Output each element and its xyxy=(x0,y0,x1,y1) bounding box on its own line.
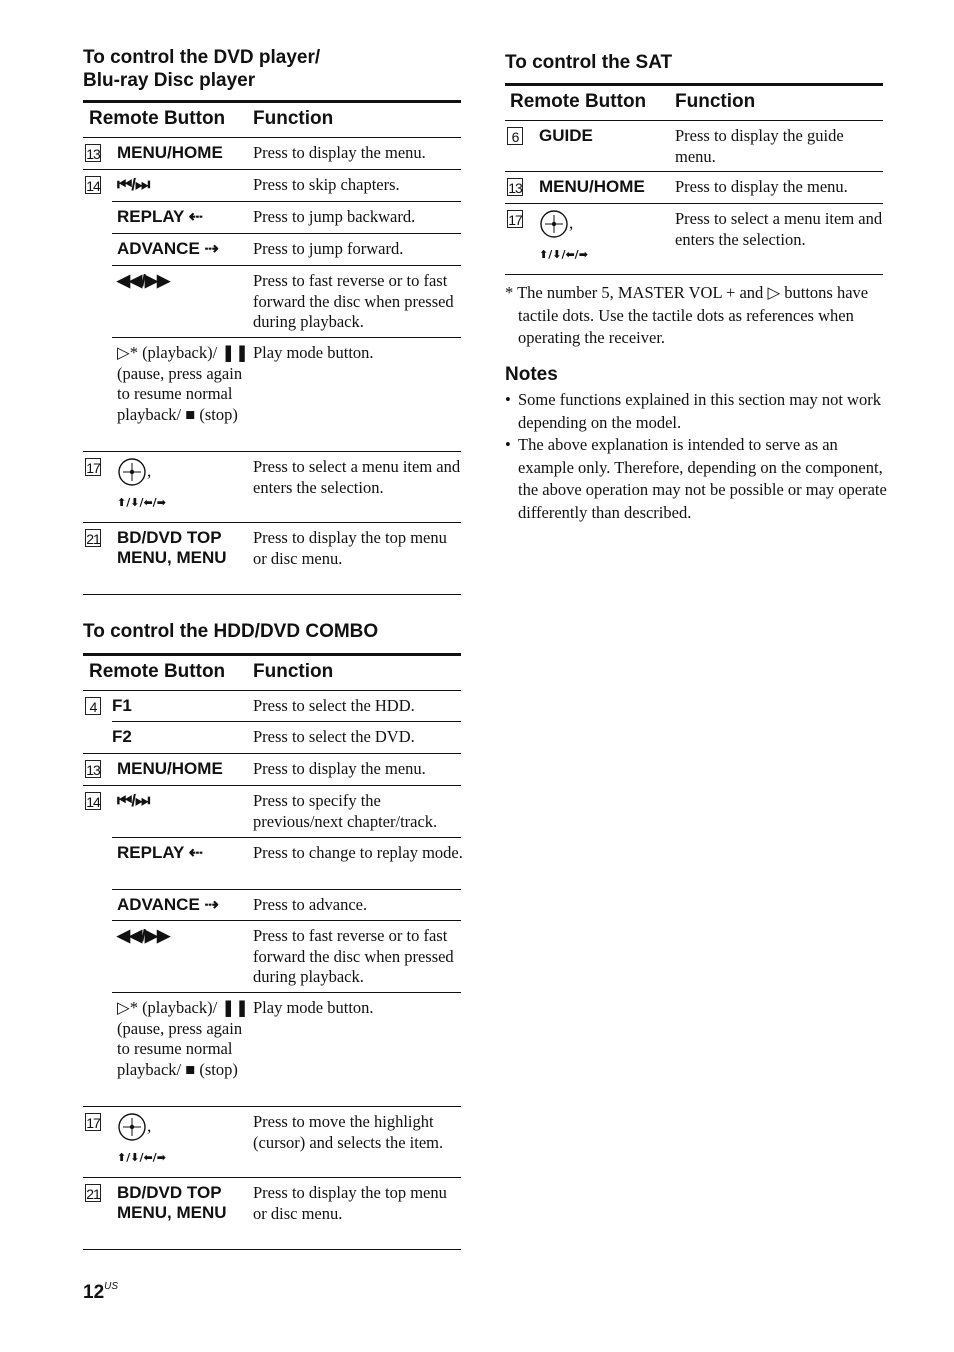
col-header-function: Function xyxy=(253,661,334,682)
col-header-button: Remote Button xyxy=(89,661,226,682)
fast-forward-reverse-icon: ◀◀/▶▶ xyxy=(117,271,170,290)
table-row xyxy=(83,754,461,786)
play-icon: ▷ xyxy=(767,283,781,302)
function-text: Press to change to replay mode. xyxy=(253,843,463,862)
play-mode-buttons: ▷* (playback)/ ❚❚ (pause, press again to resume normal playback/ ■ (stop) xyxy=(117,998,249,1079)
col-header-function: Function xyxy=(675,91,756,112)
notes-heading: Notes xyxy=(505,364,558,385)
table-row xyxy=(83,921,461,993)
table-row xyxy=(83,786,461,838)
function-text: Press to advance. xyxy=(253,895,368,914)
dvd-table xyxy=(83,100,461,595)
function-text: Press to move the highlight (cursor) and selects the item. xyxy=(253,1112,444,1152)
enter-arrows-icon: , ⬆/⬇/⬅/➡ xyxy=(117,1112,249,1168)
callout-number: 13 xyxy=(508,180,522,196)
callout-number: 14 xyxy=(86,178,100,194)
function-text: Press to select a menu item and enters the selection. xyxy=(253,457,461,497)
button-name: ADVANCE ⇢ xyxy=(117,895,219,914)
table-row xyxy=(83,1178,461,1250)
table-row xyxy=(505,172,883,204)
footnote xyxy=(505,282,885,350)
enter-icon xyxy=(117,1112,147,1142)
callout-number: 17 xyxy=(508,212,522,228)
table-row xyxy=(83,890,461,921)
callout-number: 21 xyxy=(86,531,100,547)
hdd-section-heading: To control the HDD/DVD COMBO xyxy=(83,621,379,642)
function-text: Press to select a menu item and enters the selection. xyxy=(675,209,883,249)
hdd-table-header xyxy=(83,653,461,691)
button-name: MENU/HOME xyxy=(539,177,645,196)
skip-icon: ⏮/⏭ xyxy=(117,175,150,194)
table-row xyxy=(83,993,461,1107)
callout-number: 6 xyxy=(507,127,523,145)
hdd-table xyxy=(83,653,461,1250)
table-row xyxy=(83,138,461,170)
table-row xyxy=(83,170,461,202)
col-header-button: Remote Button xyxy=(510,91,647,112)
button-name: F2 xyxy=(112,727,132,746)
button-name: MENU/HOME xyxy=(117,143,223,162)
page-number xyxy=(83,1281,118,1304)
callout-number: 14 xyxy=(86,794,100,810)
notes-list xyxy=(505,389,890,524)
table-row xyxy=(83,1107,461,1178)
dvd-table-header xyxy=(83,100,461,138)
button-name: REPLAY ⇠ xyxy=(117,207,204,226)
table-row xyxy=(83,452,461,523)
footnote-text-post: buttons have tactile dots. Use the tactile dots as references when operating the receiver. xyxy=(518,283,869,347)
function-text: Press to select the DVD. xyxy=(253,727,415,746)
col-header-button: Remote Button xyxy=(89,108,226,129)
button-name: BD/DVD TOP MENU, MENU xyxy=(117,1183,227,1222)
function-text: Play mode button. xyxy=(253,343,374,362)
callout-number: 13 xyxy=(86,762,100,778)
table-row xyxy=(83,234,461,266)
button-name: ADVANCE ⇢ xyxy=(117,239,219,258)
enter-icon xyxy=(539,209,569,239)
enter-icon xyxy=(117,457,147,487)
list-item: • The above explanation is intended to serve as an example only. Therefore, depending on the component, the above operation may not be possible or may operate differently than described. xyxy=(505,434,890,524)
dvd-heading-line1: To control the DVD player/ xyxy=(83,47,321,68)
function-text: Press to display the menu. xyxy=(253,143,426,162)
button-name: REPLAY ⇠ xyxy=(117,843,204,862)
callout-number: 17 xyxy=(86,460,100,476)
button-name: BD/DVD TOP MENU, MENU xyxy=(117,528,227,567)
button-name: F1 xyxy=(112,696,132,715)
table-row xyxy=(505,204,883,275)
fast-forward-reverse-icon: ◀◀/▶▶ xyxy=(117,926,170,945)
function-text: Press to fast reverse or to fast forward the disc when pressed during playback. xyxy=(253,271,454,331)
list-item: • Some functions explained in this section may not work depending on the model. xyxy=(505,389,890,434)
table-row xyxy=(83,691,461,722)
function-text: Press to display the top menu or disc menu. xyxy=(253,528,447,568)
function-text: Press to skip chapters. xyxy=(253,175,400,194)
function-text: Press to select the HDD. xyxy=(253,696,415,715)
sat-table-header xyxy=(505,83,883,121)
function-text: Press to display the menu. xyxy=(675,177,848,196)
page-number-suffix: US xyxy=(104,1281,119,1292)
enter-arrows-icon: , ⬆/⬇/⬅/➡ xyxy=(539,209,671,265)
function-text: Press to display the guide menu. xyxy=(675,126,844,166)
page-number-value: 12 xyxy=(83,1282,105,1303)
sat-section-heading: To control the SAT xyxy=(505,52,673,73)
callout-number: 21 xyxy=(86,1186,100,1202)
col-header-function: Function xyxy=(253,108,334,129)
function-text: Press to jump backward. xyxy=(253,207,416,226)
callout-number: 4 xyxy=(85,697,101,715)
table-row xyxy=(83,838,461,890)
function-text: Press to display the menu. xyxy=(253,759,426,778)
function-text: Press to fast reverse or to fast forward the disc when pressed during playback. xyxy=(253,926,454,986)
callout-number: 17 xyxy=(86,1115,100,1131)
dvd-section-heading xyxy=(83,46,320,92)
function-text: Press to specify the previous/next chapter/track. xyxy=(253,791,438,831)
table-row xyxy=(83,338,461,452)
callout-number: 13 xyxy=(86,146,100,162)
button-name: MENU/HOME xyxy=(117,759,223,778)
function-text: Play mode button. xyxy=(253,998,374,1017)
table-row xyxy=(83,523,461,595)
sat-table xyxy=(505,83,883,275)
function-text: Press to display the top menu or disc menu. xyxy=(253,1183,447,1223)
play-mode-buttons: ▷* (playback)/ ❚❚ (pause, press again to resume normal playback/ ■ (stop) xyxy=(117,343,249,424)
table-row xyxy=(83,202,461,234)
footnote-text-pre: * The number 5, MASTER VOL + and xyxy=(505,283,764,302)
table-row xyxy=(83,266,461,338)
skip-icon: ⏮/⏭ xyxy=(117,791,150,810)
table-row xyxy=(505,121,883,172)
table-row xyxy=(83,722,461,754)
button-name: GUIDE xyxy=(539,126,593,145)
function-text: Press to jump forward. xyxy=(253,239,404,258)
dvd-heading-line2: Blu-ray Disc player xyxy=(83,70,256,91)
enter-arrows-icon: , ⬆/⬇/⬅/➡ xyxy=(117,457,249,513)
